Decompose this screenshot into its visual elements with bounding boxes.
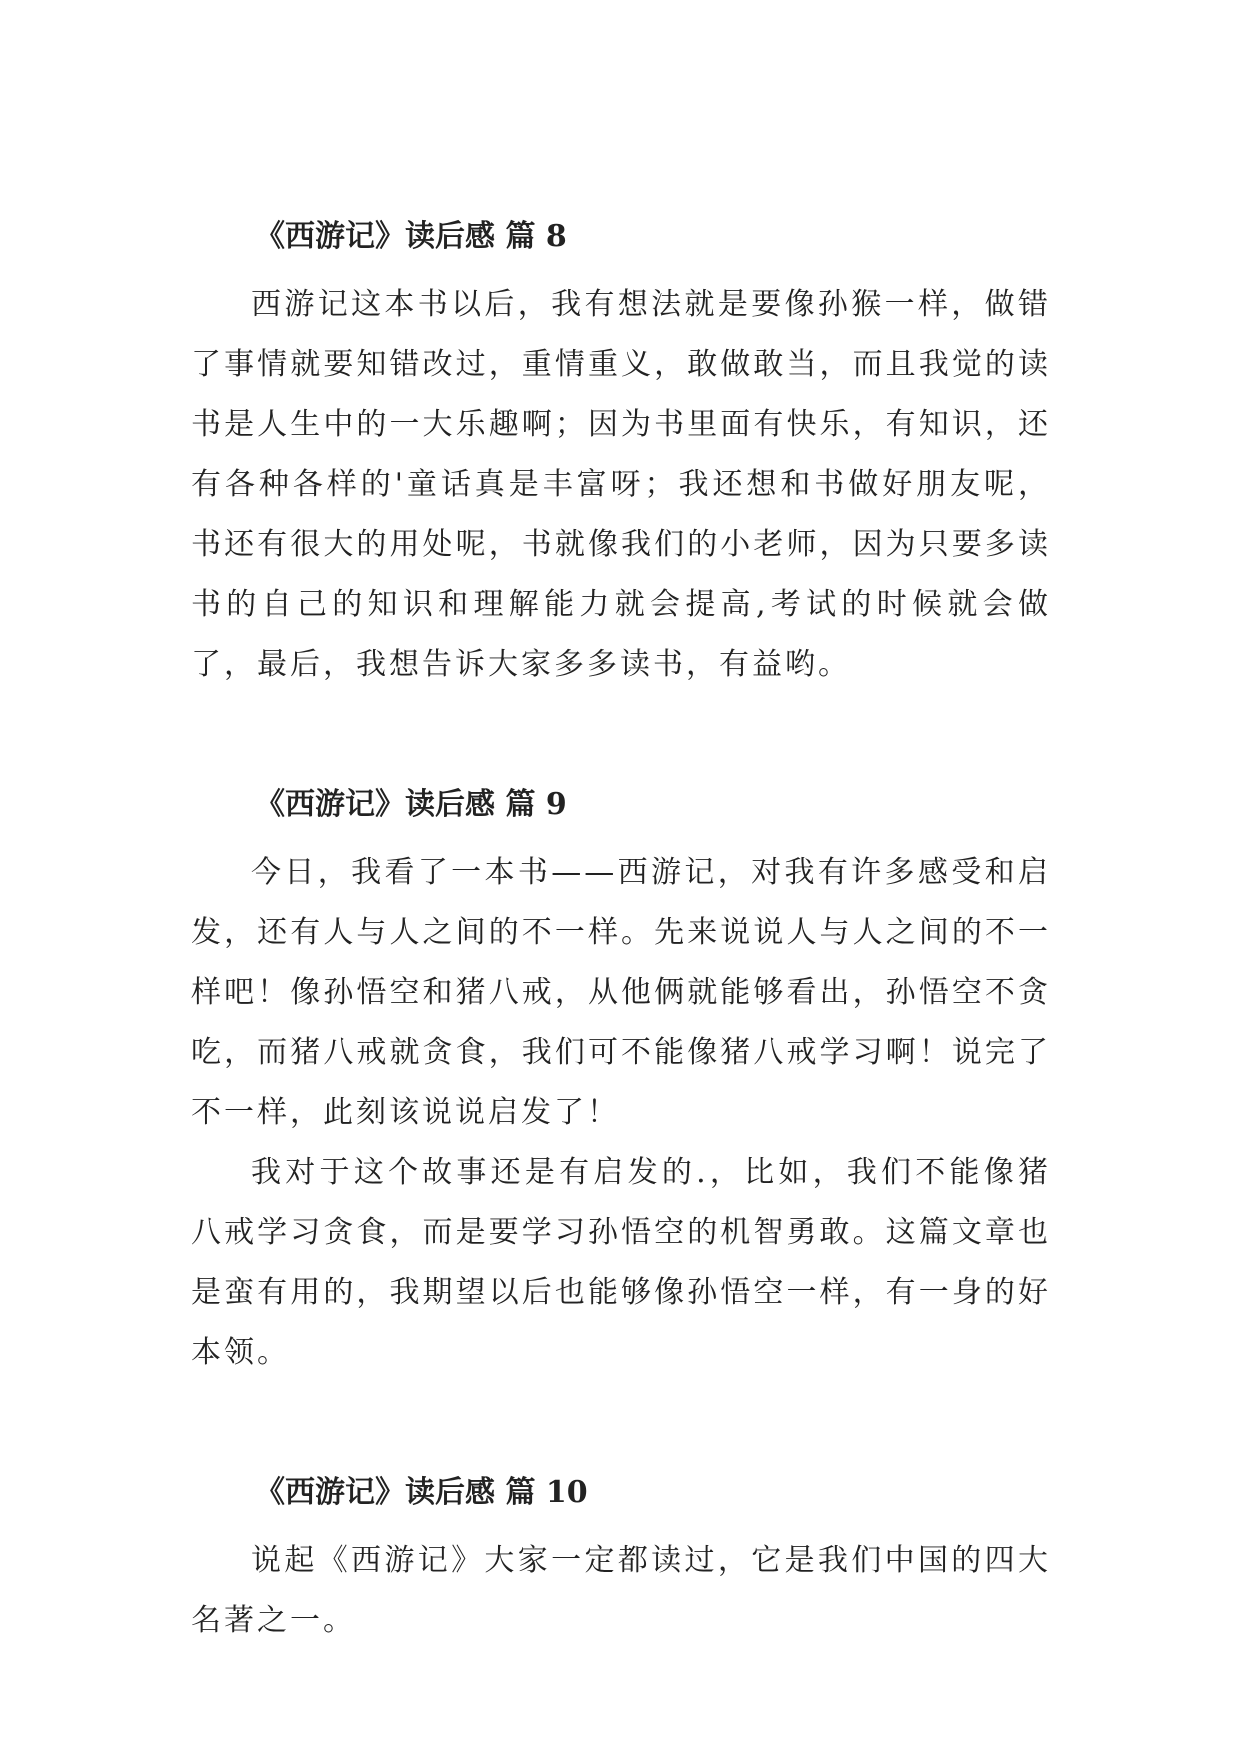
essay-section-10 bbox=[191, 1471, 1051, 1651]
section-heading: 《西游记》读后感 篇 9 bbox=[255, 787, 567, 822]
paragraph: 说起《西游记》大家一定都读过，它是我们中国的四大名著之一。 bbox=[191, 1543, 1051, 1638]
paragraph: 今日，我看了一本书——西游记，对我有许多感受和启发，还有人与人之间的不一样。先来说说人与人之间的不一样吧！像孙悟空和猪八戒，从他俩就能够看出，孙悟空不贪吃，而猪八戒就贪食，我们可不能像猪八戒学习啊！说完了不一样，此刻该说说启发了！ bbox=[191, 855, 1051, 1130]
section-heading: 《西游记》读后感 篇 8 bbox=[255, 219, 567, 254]
essay-section-8 bbox=[191, 215, 1051, 695]
paragraph: 我对于这个故事还是有启发的.，比如，我们不能像猪八戒学习贪食，而是要学习孙悟空的机智勇敢。这篇文章也是蛮有用的，我期望以后也能够像孙悟空一样，有一身的好本领。 bbox=[191, 1155, 1051, 1370]
paragraph: 西游记这本书以后，我有想法就是要像孙猴一样，做错了事情就要知错改过，重情重义，敢做敢当，而且我觉的读书是人生中的一大乐趣啊；因为书里面有快乐，有知识，还有各种各样的'童话真是丰富呀；我还想和书做好朋友呢，书还有很大的用处呢，书就像我们的小老师，因为只要多读书的自己的知识和理解能力就会提高,考试的时候就会做了，最后，我想告诉大家多多读书，有益哟。 bbox=[191, 287, 1051, 682]
essay-section-9 bbox=[191, 783, 1051, 1383]
section-spacer bbox=[191, 695, 1051, 783]
section-spacer bbox=[191, 1383, 1051, 1471]
section-heading: 《西游记》读后感 篇 10 bbox=[255, 1475, 588, 1510]
document-body bbox=[191, 215, 1051, 1651]
